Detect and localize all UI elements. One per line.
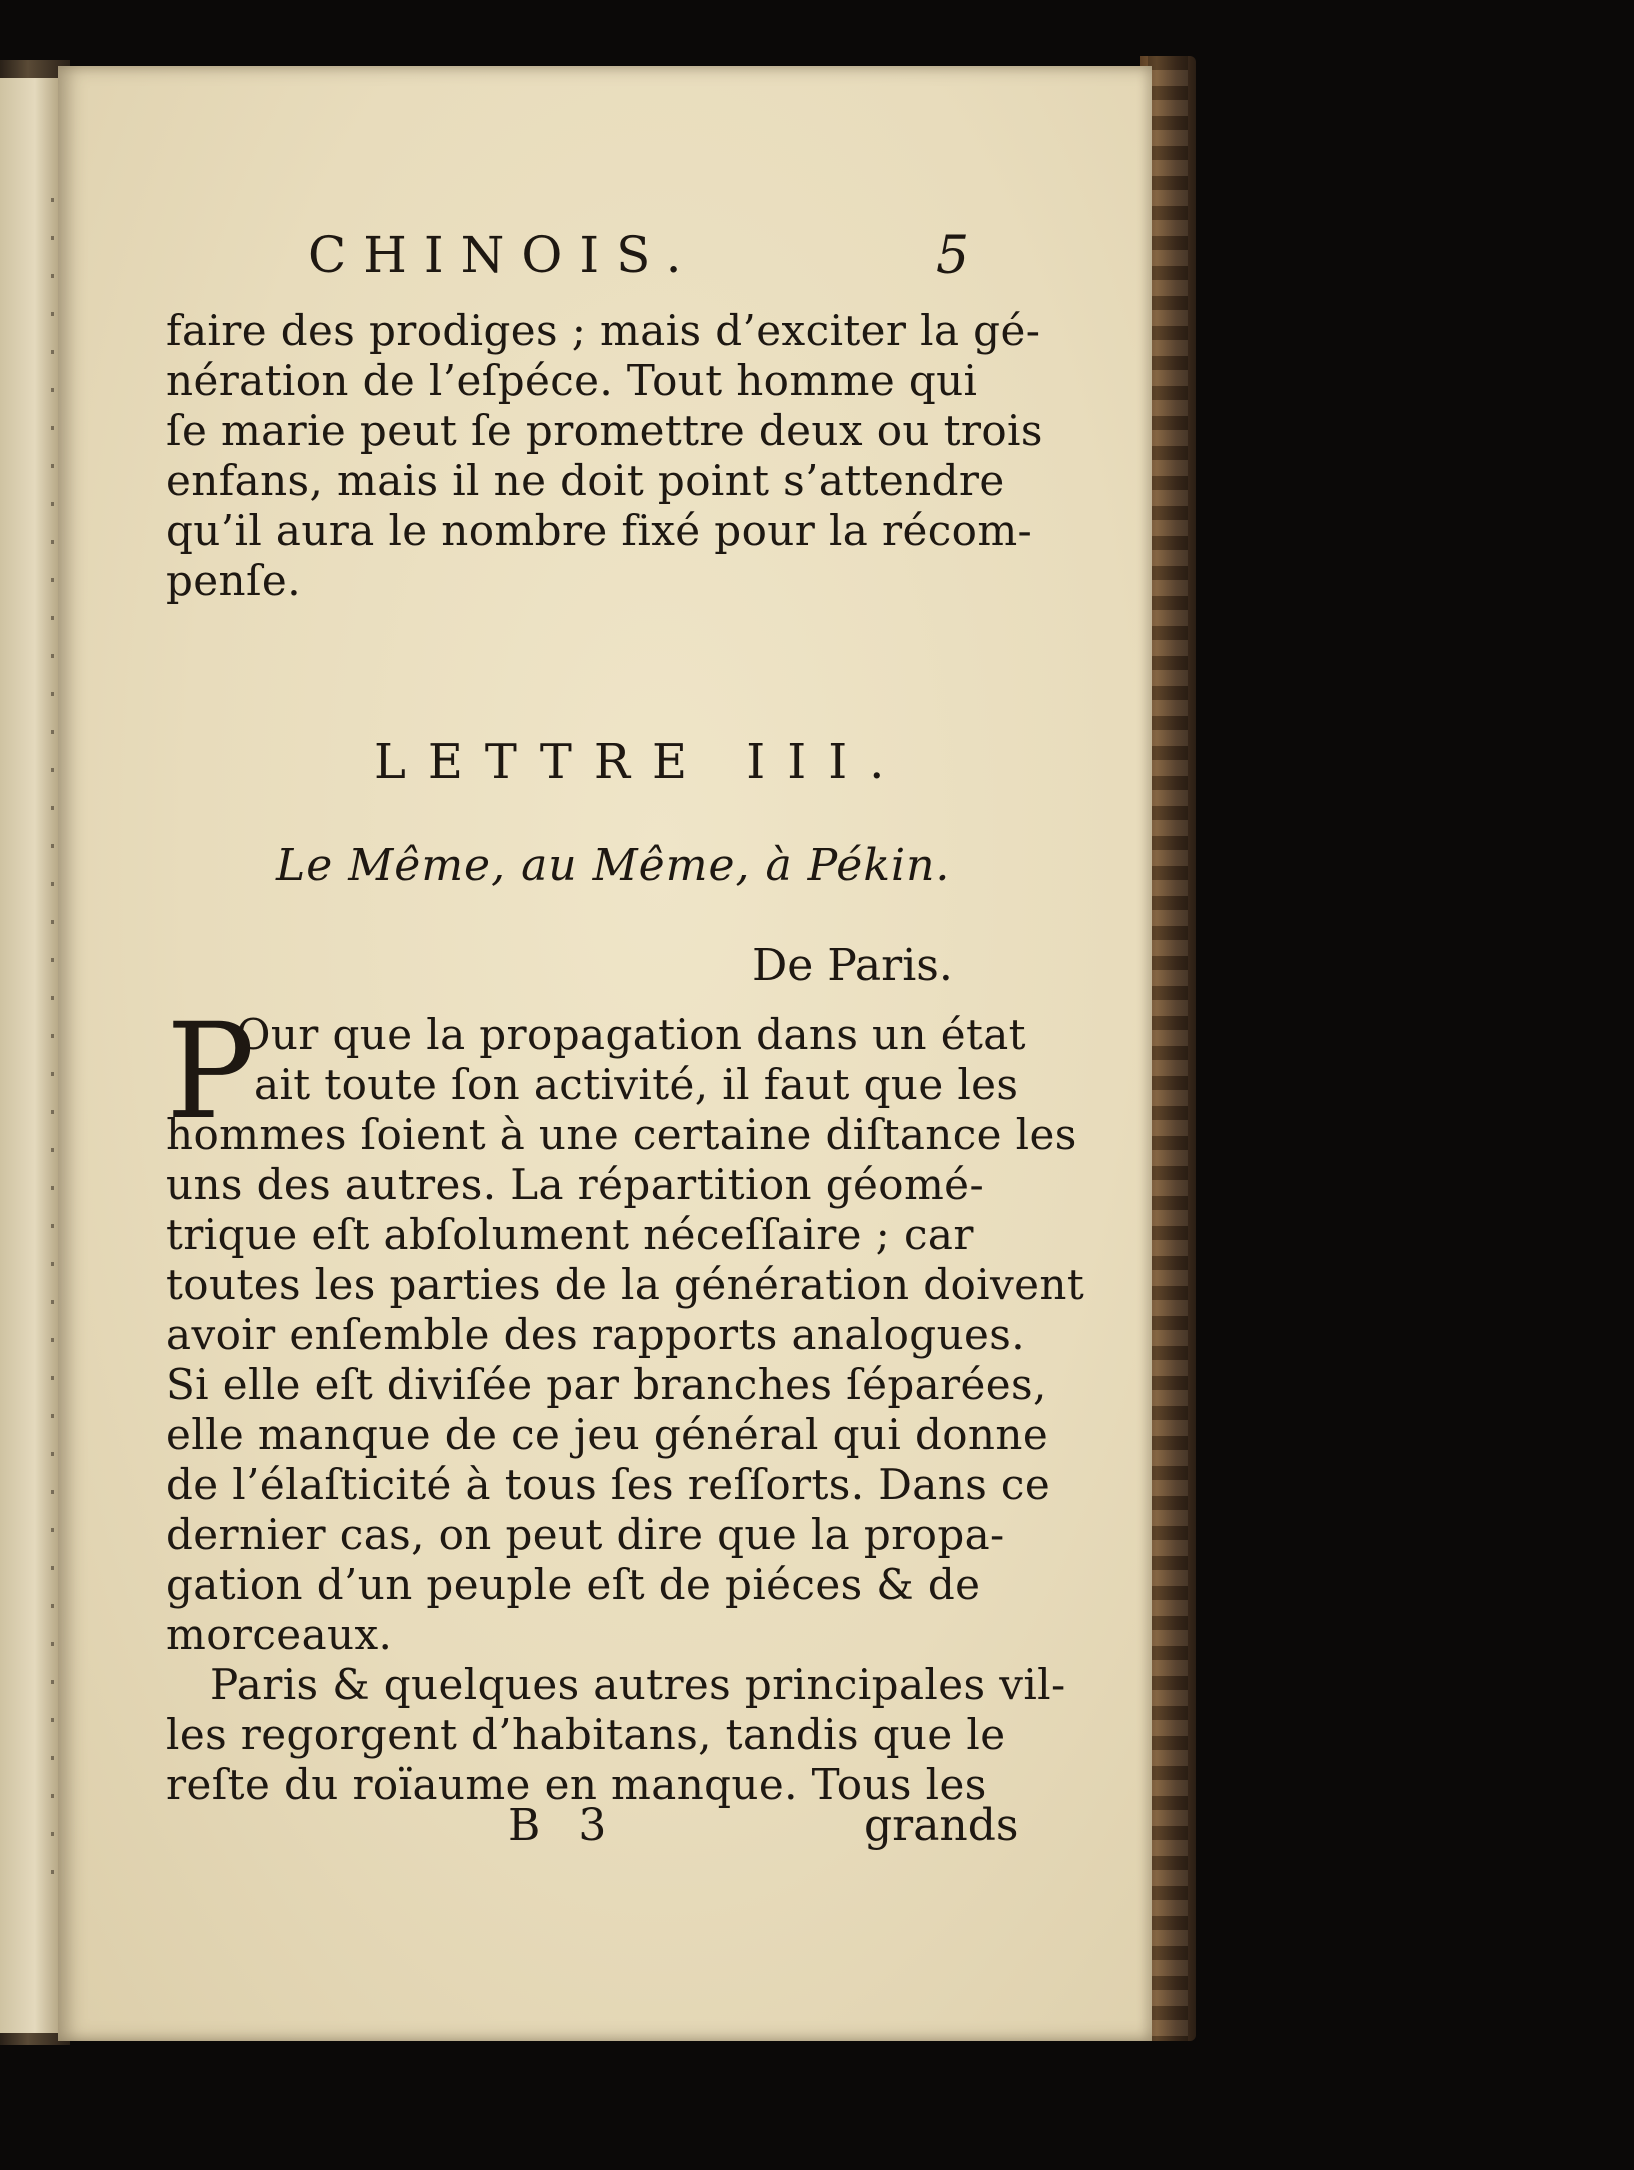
- text-line: les regorgent d’habitans, tandis que le: [166, 1710, 1006, 1759]
- signature-mark: B 3: [508, 1800, 619, 1851]
- text-line: Si elle eſt diviſée par branches ſéparées,: [166, 1360, 1047, 1409]
- text-line: hommes ſoient à une certaine diſtance les: [166, 1110, 1077, 1159]
- letter-title: LETTRE III.: [374, 734, 907, 790]
- text-line: avoir enſemble des rapports analogues.: [166, 1310, 1025, 1359]
- text-line: morceaux.: [166, 1610, 393, 1659]
- running-title: CHINOIS.: [308, 226, 699, 284]
- page-number: 5: [936, 226, 970, 286]
- book-page: [58, 66, 1152, 2041]
- text-line: trique eſt abſolument néceſſaire ; car: [166, 1210, 974, 1259]
- text-line: uns des autres. La répartition géomé-: [166, 1160, 985, 1209]
- text-line: penſe.: [166, 556, 301, 605]
- left-page-edge: [0, 78, 60, 2033]
- text-line: dernier cas, on peut dire que la propa-: [166, 1510, 1005, 1559]
- text-line: Our que la propagation dans un état: [236, 1010, 1026, 1059]
- text-line: ait toute ſon activité, il faut que les: [254, 1060, 1019, 1109]
- text-line: Paris & quelques autres principales vil-: [210, 1660, 1066, 1709]
- left-page-text-edge: [51, 198, 54, 1898]
- text-line: ſe marie peut ſe promettre deux ou trois: [166, 406, 1043, 455]
- letter-subtitle: Le Même, au Même, à Pékin.: [276, 840, 951, 891]
- text-line: gation d’un peuple eſt de piéces & de: [166, 1560, 981, 1609]
- text-line: qu’il aura le nombre fixé pour la récom-: [166, 506, 1033, 555]
- text-line: enfans, mais il ne doit point s’attendre: [166, 456, 1005, 505]
- letter-place: De Paris.: [752, 940, 953, 991]
- text-line: nération de l’eſpéce. Tout homme qui: [166, 356, 978, 405]
- text-line: elle manque de ce jeu général qui donne: [166, 1410, 1049, 1459]
- text-line: de l’élaſticité à tous ſes reſſorts. Dans ce: [166, 1460, 1051, 1509]
- catchword: grands: [864, 1800, 1019, 1851]
- text-line: faire des prodiges ; mais d’exciter la gé-: [166, 306, 1041, 355]
- drop-cap: P: [166, 995, 255, 1149]
- text-line: toutes les parties de la génération doivent: [166, 1260, 1085, 1309]
- text-line: reſte du roïaume en manque. Tous les: [166, 1760, 987, 1809]
